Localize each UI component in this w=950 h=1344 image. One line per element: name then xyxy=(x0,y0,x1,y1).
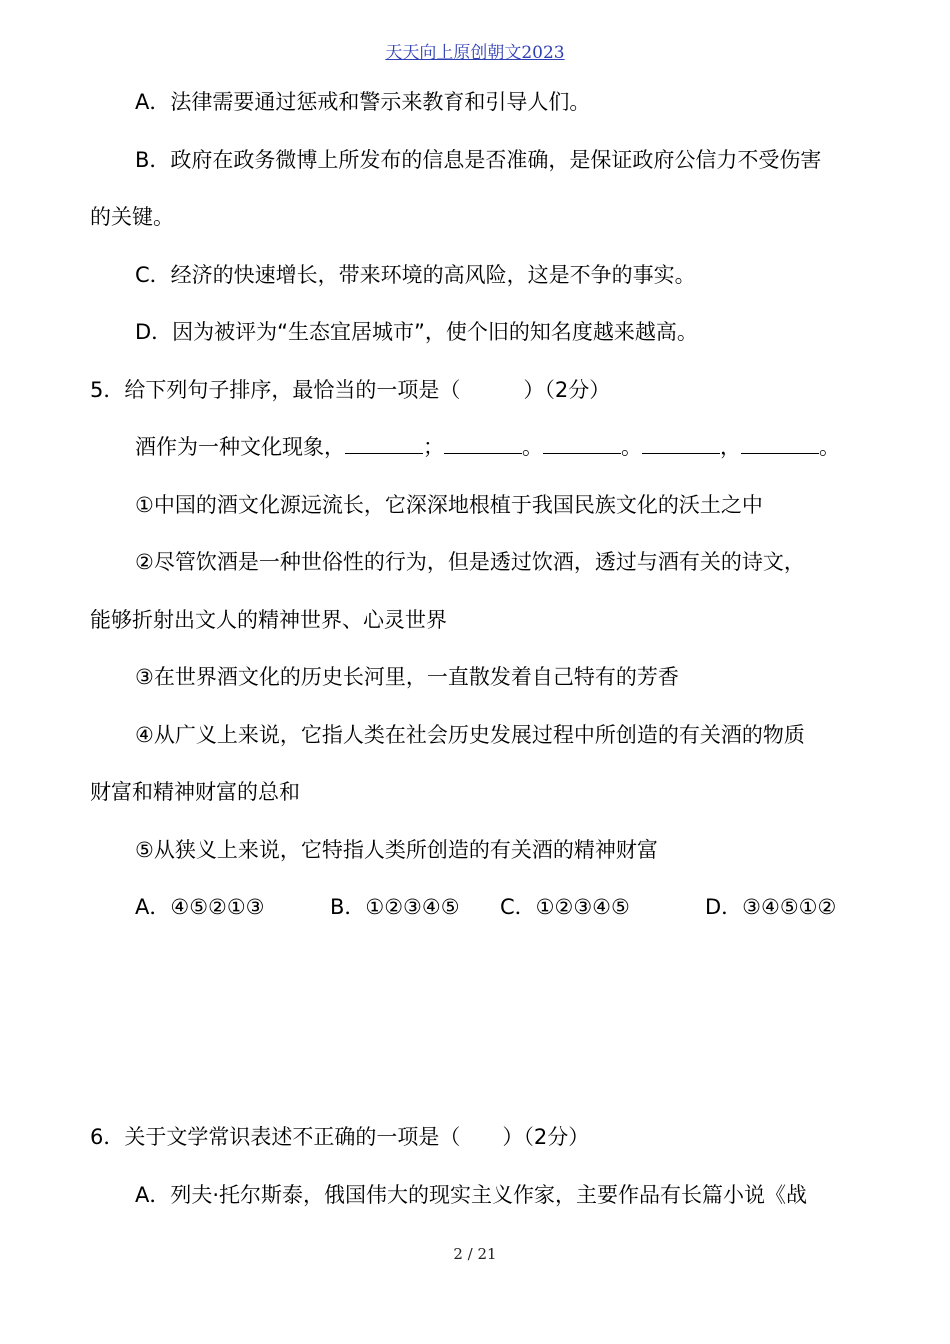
q5-sep-5: 。 xyxy=(819,435,840,459)
q4-option-c: C．经济的快速增长，带来环境的高风险，这是不争的事实。 xyxy=(135,263,696,287)
q5-choice-d[interactable]: D．③④⑤①② xyxy=(705,895,837,919)
q5-blank-5[interactable] xyxy=(741,435,819,454)
q5-sep-3: 。 xyxy=(621,435,642,459)
q4-option-a: A．法律需要通过惩戒和警示来教育和引导人们。 xyxy=(135,90,591,114)
q5-blank-3[interactable] xyxy=(543,435,621,454)
q5-question: 5．给下列句子排序，最恰当的一项是（ ）（2分） xyxy=(90,378,611,402)
q5-sentence-4-cont: 财富和精神财富的总和 xyxy=(90,780,300,804)
q5-stem-intro: 酒作为一种文化现象， xyxy=(135,435,345,459)
q5-sep-4: ， xyxy=(720,435,741,459)
q5-sentence-3: ③在世界酒文化的历史长河里，一直散发着自己特有的芳香 xyxy=(135,665,679,689)
q5-sentence-4: ④从广义上来说，它指人类在社会历史发展过程中所创造的有关酒的物质 xyxy=(135,723,805,747)
q5-choice-b[interactable]: B．①②③④⑤ xyxy=(330,895,460,919)
q5-stem xyxy=(135,433,840,461)
q5-blank-4[interactable] xyxy=(642,435,720,454)
q5-sep-2: 。 xyxy=(522,435,543,459)
q6-option-a: A．列夫·托尔斯泰，俄国伟大的现实主义作家，主要作品有长篇小说《战 xyxy=(135,1183,808,1207)
q5-sentence-2-cont: 能够折射出文人的精神世界、心灵世界 xyxy=(90,608,447,632)
q5-sentence-2: ②尽管饮酒是一种世俗性的行为，但是透过饮酒，透过与酒有关的诗文， xyxy=(135,550,805,574)
q5-sep-1: ； xyxy=(423,435,444,459)
q5-blank-1[interactable] xyxy=(345,435,423,454)
q5-sentence-1: ①中国的酒文化源远流长，它深深地根植于我国民族文化的沃土之中 xyxy=(135,493,763,517)
q5-choice-a[interactable]: A．④⑤②①③ xyxy=(135,895,265,919)
page-number: 2 / 21 xyxy=(453,1245,497,1263)
q5-blank-2[interactable] xyxy=(444,435,522,454)
q4-option-b-cont: 的关键。 xyxy=(90,205,174,229)
q6-question: 6．关于文学常识表述不正确的一项是（ ）（2分） xyxy=(90,1125,590,1149)
q5-choice-c[interactable]: C．①②③④⑤ xyxy=(500,895,630,919)
q5-sentence-5: ⑤从狭义上来说，它特指人类所创造的有关酒的精神财富 xyxy=(135,838,658,862)
q4-option-b: B．政府在政务微博上所发布的信息是否准确，是保证政府公信力不受伤害 xyxy=(135,148,822,172)
q5-options-row xyxy=(0,893,950,921)
q4-option-d: D．因为被评为“生态宜居城市”，使个旧的知名度越来越高。 xyxy=(135,320,698,344)
page-header-title[interactable]: 天天向上原创朝文2023 xyxy=(385,43,565,63)
